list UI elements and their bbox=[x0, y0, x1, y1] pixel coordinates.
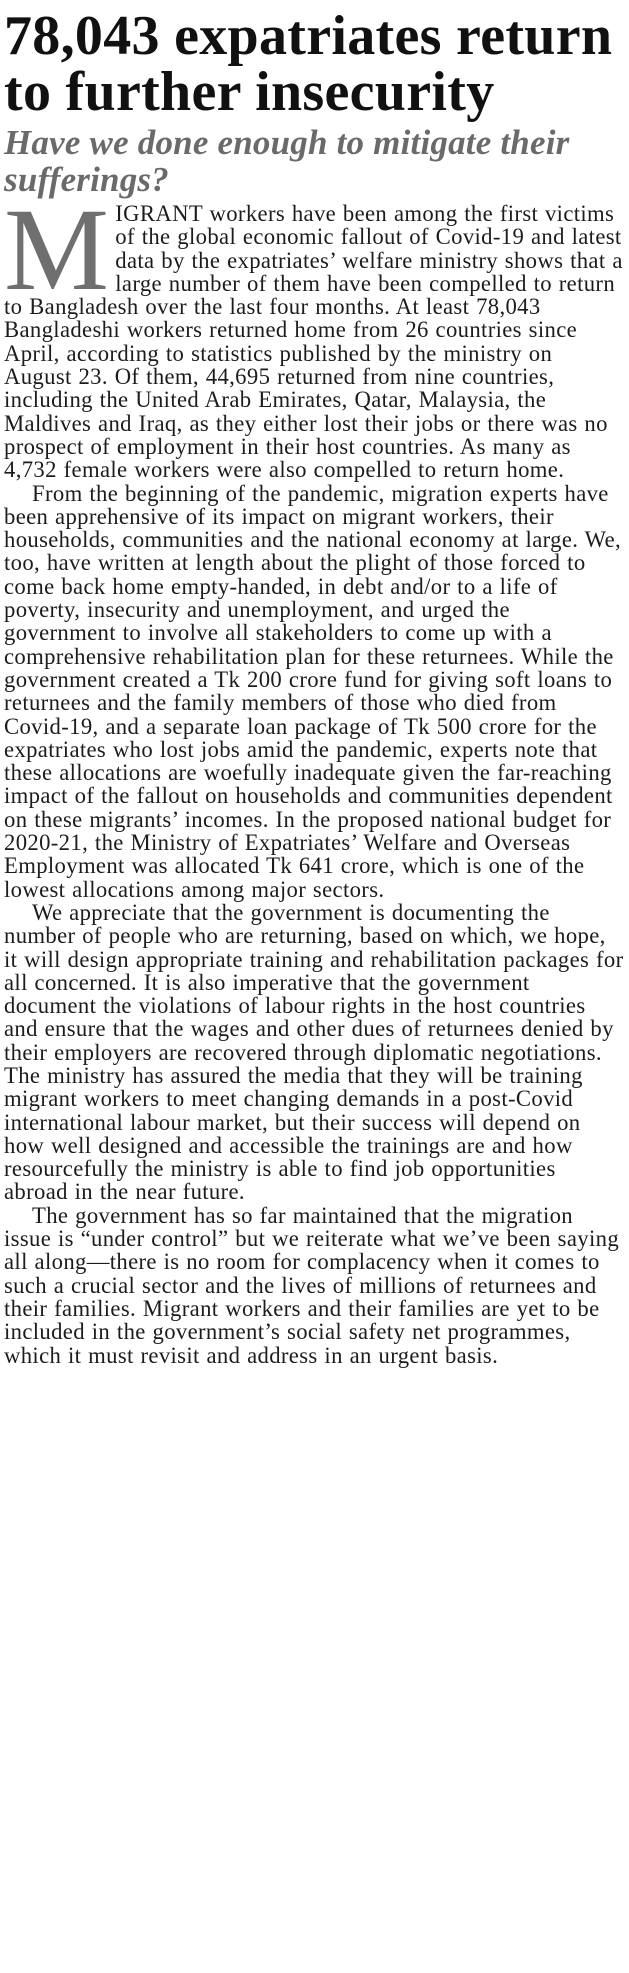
paragraph-3: We appreciate that the government is documenting the number of people who are returning, based on which, we hope, it will design appropriate training and rehabilitation packages for all concerned. It is also imperative that the government document the violations of labour rights in the host countries and ensure that the wages and other dues of returnees denied by their employers are recovered through diplomatic negotiations. The ministry has assured the media that they will be training migrant workers to meet changing demands in a post-Covid international labour market, but their success will depend on how well designed and accessible the trainings are and how resourcefully the ministry is able to find job opportunities abroad in the near future. bbox=[4, 899, 624, 1205]
headline: 78,043 expatriates return to further insecurity bbox=[4, 5, 613, 123]
paragraph-4: The government has so far maintained that the migration issue is “under control” but we reiterate what we’ve been saying all along—there is no room for complacency when it comes to such a crucial sector and the lives of millions of returnees and their families. Migrant workers and their families are yet to be included in the government’s social safety net programmes, which it must revisit and address in an urgent basis. bbox=[4, 1202, 620, 1368]
paragraph-2: From the beginning of the pandemic, migration experts have been apprehensive of its impact on migrant workers, their households, communities and the national economy at large. We, too, have written at length about the plight of those forced to come back home empty-handed, in debt and/or to a life of poverty, insecurity and unemployment, and urged the government to involve all stakeholders to come up with a comprehensive rehabilitation plan for these returnees. While the government created a Tk 200 crore fund for giving soft loans to returnees and the family members of those who died from Covid-19, and a separate loan package of Tk 500 crore for the expatriates who lost jobs amid the pandemic, experts note that these allocations are woefully inadequate given the far-reaching impact of the fallout on households and communities dependent on these migrants’ incomes. In the proposed national budget for 2020-21, the Ministry of Expatriates’ Welfare and Overseas Employment was allocated Tk 641 crore, which is one of the lowest allocations among major sectors. bbox=[4, 480, 622, 902]
subheadline: Have we done enough to mitigate their sufferings? bbox=[4, 123, 570, 199]
drop-cap: M bbox=[4, 184, 110, 315]
paragraph-1 bbox=[4, 184, 624, 483]
paragraph-1-text: IGRANT workers have been among the first victims of the global economic fallout of Covid-19 and latest data by the expatriates’ welfare ministry shows that a large number of them have been compelled to return to Bangladesh over the last four months. At least 78,043 Bangladeshi workers returned home from 26 countries since April, according to statistics published by the ministry on August 23. Of them, 44,695 returned from nine countries, including the United Arab Emirates, Qatar, Malaysia, the Maldives and Iraq, as they either lost their jobs or there was no prospect of employment in their host countries. As many as 4,732 female workers were also compelled to return home. bbox=[4, 201, 623, 483]
article-body bbox=[4, 184, 624, 1368]
editorial-article bbox=[4, 0, 624, 1367]
